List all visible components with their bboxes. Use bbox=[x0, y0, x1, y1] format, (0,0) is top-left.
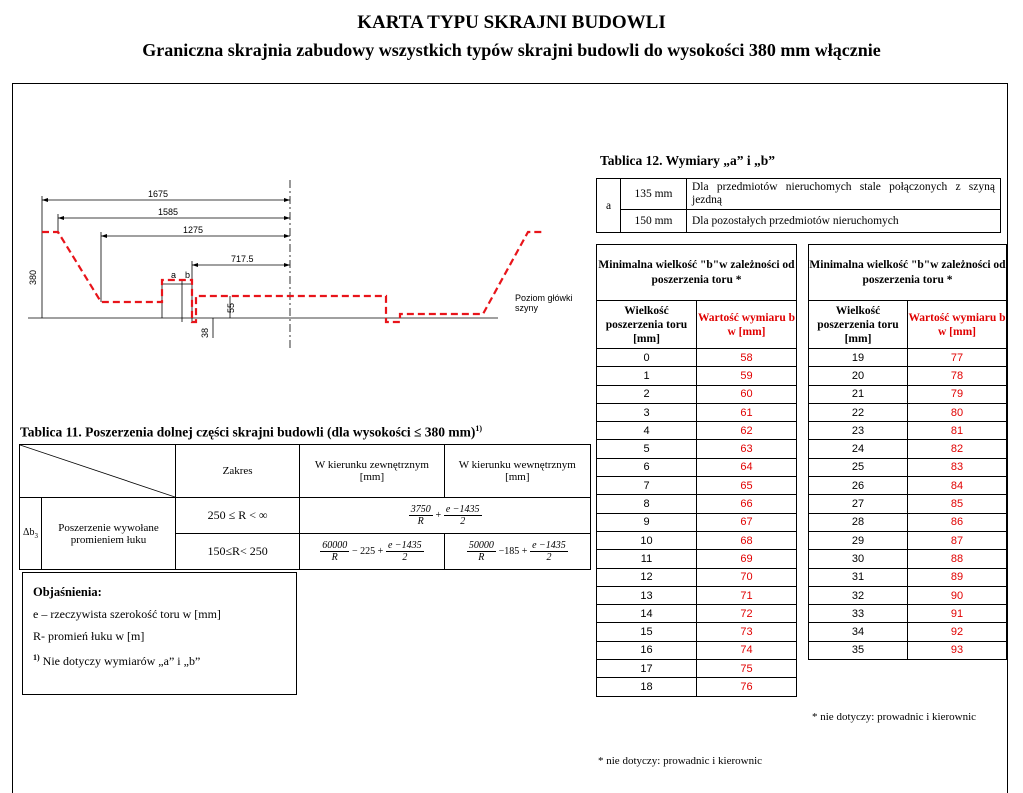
formula-op: − 225 + bbox=[351, 546, 384, 558]
table-row bbox=[597, 495, 797, 513]
table-row bbox=[809, 568, 1007, 586]
table-row bbox=[597, 550, 797, 568]
b-value-cell: 78 bbox=[908, 367, 1007, 385]
row-label: Poszerzenie wywołane promieniem łuku bbox=[42, 498, 176, 570]
diagonal-header-cell bbox=[20, 445, 176, 498]
formula-frac bbox=[467, 540, 496, 563]
frac-den: 2 bbox=[546, 552, 552, 563]
table12-row-label: a bbox=[597, 179, 621, 233]
b-value-cell: 68 bbox=[697, 531, 797, 549]
explanation-text: Nie dotyczy wymiarów „a” i „b” bbox=[39, 654, 201, 668]
table-row bbox=[597, 458, 797, 476]
explanation-line: e – rzeczywista szerokość toru w [mm] bbox=[33, 607, 221, 621]
table-row bbox=[20, 498, 591, 534]
b-value-cell: 77 bbox=[908, 349, 1007, 367]
b-value-cell: 59 bbox=[697, 367, 797, 385]
widening-cell: 3 bbox=[597, 403, 697, 421]
widening-cell: 12 bbox=[597, 568, 697, 586]
widening-cell: 1 bbox=[597, 367, 697, 385]
b-value-cell: 62 bbox=[697, 422, 797, 440]
b-value-cell: 72 bbox=[697, 605, 797, 623]
b-value-cell: 83 bbox=[908, 458, 1007, 476]
b-value-cell: 75 bbox=[697, 660, 797, 678]
table-row bbox=[597, 349, 797, 367]
frac-num: 50000 bbox=[468, 540, 494, 551]
dim-b: b bbox=[185, 270, 191, 280]
dim-717: 717.5 bbox=[231, 254, 254, 264]
widening-cell: 19 bbox=[809, 349, 908, 367]
table-row bbox=[809, 422, 1007, 440]
delta-symbol bbox=[20, 498, 42, 570]
b-value-cell: 64 bbox=[697, 458, 797, 476]
table-row bbox=[597, 660, 797, 678]
table-row bbox=[809, 440, 1007, 458]
table-row bbox=[809, 477, 1007, 495]
table-row bbox=[809, 623, 1007, 641]
page-subtitle: Graniczna skrajnia zabudowy wszystkich typów skrajni budowli do wysokości 380 mm włącznie bbox=[142, 40, 881, 60]
formula-frac bbox=[409, 504, 433, 527]
table-row bbox=[597, 605, 797, 623]
widening-cell: 7 bbox=[597, 477, 697, 495]
table-12 bbox=[596, 178, 1001, 233]
b-value-cell: 81 bbox=[908, 422, 1007, 440]
b-value-cell: 66 bbox=[697, 495, 797, 513]
b-table-right bbox=[808, 244, 1007, 660]
formula-op: + bbox=[435, 510, 442, 522]
table-row bbox=[597, 403, 797, 421]
table-row bbox=[809, 458, 1007, 476]
b-value-cell: 76 bbox=[697, 678, 797, 696]
table-row bbox=[809, 245, 1007, 301]
widening-cell: 8 bbox=[597, 495, 697, 513]
b-value-cell: 82 bbox=[908, 440, 1007, 458]
widening-cell: 22 bbox=[809, 403, 908, 421]
b-value-cell: 91 bbox=[908, 605, 1007, 623]
table-row bbox=[597, 568, 797, 586]
widening-cell: 14 bbox=[597, 605, 697, 623]
range-2: 150≤R< 250 bbox=[176, 534, 300, 570]
page-title: KARTA TYPU SKRAJNI BUDOWLI bbox=[357, 12, 666, 33]
formula-frac bbox=[320, 540, 349, 563]
table-row bbox=[597, 586, 797, 604]
table-row bbox=[597, 385, 797, 403]
envelope-line bbox=[42, 232, 544, 322]
frac-num: 3750 bbox=[410, 504, 431, 515]
widening-cell: 30 bbox=[809, 550, 908, 568]
b-value-cell: 88 bbox=[908, 550, 1007, 568]
b-value-cell: 90 bbox=[908, 586, 1007, 604]
b-value-cell: 73 bbox=[697, 623, 797, 641]
formula-frac bbox=[386, 540, 424, 563]
widening-cell: 21 bbox=[809, 385, 908, 403]
widening-cell: 31 bbox=[809, 568, 908, 586]
table11-caption-sup: 1) bbox=[475, 424, 483, 433]
table11-caption bbox=[20, 424, 482, 441]
table-row bbox=[597, 678, 797, 696]
dim-380: 380 bbox=[28, 269, 38, 285]
table-11 bbox=[19, 444, 591, 570]
widening-cell: 16 bbox=[597, 641, 697, 659]
widening-cell: 18 bbox=[597, 678, 697, 696]
formula-frac bbox=[444, 504, 482, 527]
table-row bbox=[597, 513, 797, 531]
explanation-sup: 1) bbox=[33, 653, 40, 662]
widening-cell: 9 bbox=[597, 513, 697, 531]
widening-cell: 13 bbox=[597, 586, 697, 604]
clearance-diagram bbox=[28, 180, 588, 350]
widening-cell: 11 bbox=[597, 550, 697, 568]
dim-55: 55 bbox=[226, 302, 236, 313]
rail-label-2: szyny bbox=[515, 303, 539, 313]
explanations-head: Objaśnienia: bbox=[33, 585, 102, 599]
table12-value: 135 mm bbox=[621, 179, 687, 210]
frac-den: R bbox=[417, 516, 424, 527]
widening-cell: 0 bbox=[597, 349, 697, 367]
table-row bbox=[597, 245, 797, 301]
frac-den: R bbox=[331, 552, 338, 563]
formula-3 bbox=[444, 534, 590, 570]
dim-a: a bbox=[171, 270, 177, 280]
b-table-left-note: * nie dotyczy: prowadnic i kierownic bbox=[598, 755, 763, 767]
table-row bbox=[809, 641, 1007, 659]
b-value-cell: 61 bbox=[697, 403, 797, 421]
table-row bbox=[597, 210, 1001, 233]
dim-1585: 1585 bbox=[158, 207, 179, 217]
b-table-head: Minimalna wielkość "b"w zależności od poszerzenia toru * bbox=[597, 245, 797, 301]
b-table-head: Minimalna wielkość "b"w zależności od poszerzenia toru * bbox=[809, 245, 1007, 301]
widening-cell: 20 bbox=[809, 367, 908, 385]
widening-cell: 15 bbox=[597, 623, 697, 641]
b-value-cell: 92 bbox=[908, 623, 1007, 641]
diagonal-line bbox=[20, 445, 175, 497]
widening-cell: 4 bbox=[597, 422, 697, 440]
formula-op: −185 + bbox=[498, 546, 528, 558]
widening-cell: 24 bbox=[809, 440, 908, 458]
b-value-cell: 93 bbox=[908, 641, 1007, 659]
table-row bbox=[597, 531, 797, 549]
b-value-cell: 65 bbox=[697, 477, 797, 495]
table-row bbox=[809, 550, 1007, 568]
table12-value: 150 mm bbox=[621, 210, 687, 233]
explanation-line bbox=[33, 647, 286, 672]
b-value-cell: 67 bbox=[697, 513, 797, 531]
b-value-cell: 85 bbox=[908, 495, 1007, 513]
frac-num: e −1435 bbox=[445, 504, 480, 515]
delta-symbol-sub: 3 bbox=[34, 532, 38, 540]
b-col-widening: Wielkość poszerzenia toru [mm] bbox=[597, 301, 697, 349]
widening-cell: 33 bbox=[809, 605, 908, 623]
table-row bbox=[597, 641, 797, 659]
widening-cell: 26 bbox=[809, 477, 908, 495]
widening-cell: 34 bbox=[809, 623, 908, 641]
col-outer: W kierunku zewnętrznym [mm] bbox=[300, 445, 444, 498]
b-col-value: Wartość wymiaru b w [mm] bbox=[697, 301, 797, 349]
widening-cell: 10 bbox=[597, 531, 697, 549]
explanation-line: R- promień łuku w [m] bbox=[33, 629, 145, 643]
table-row bbox=[809, 605, 1007, 623]
frac-den: R bbox=[478, 552, 485, 563]
frac-den: 2 bbox=[460, 516, 466, 527]
b-value-cell: 86 bbox=[908, 513, 1007, 531]
widening-cell: 17 bbox=[597, 660, 697, 678]
rail-label-1: Poziom główki bbox=[515, 293, 573, 303]
table-row bbox=[809, 531, 1007, 549]
frac-num: e −1435 bbox=[532, 540, 566, 551]
widening-cell: 2 bbox=[597, 385, 697, 403]
table11-caption-text: Tablica 11. Poszerzenia dolnej części skrajni budowli (dla wysokości ≤ 380 mm) bbox=[20, 424, 476, 440]
table-row bbox=[809, 349, 1007, 367]
dim-38: 38 bbox=[200, 327, 210, 338]
table-row bbox=[597, 623, 797, 641]
table12-caption: Tablica 12. Wymiary „a” i „b” bbox=[600, 153, 776, 168]
table-row bbox=[809, 385, 1007, 403]
b-value-cell: 63 bbox=[697, 440, 797, 458]
table-row bbox=[809, 586, 1007, 604]
b-value-cell: 58 bbox=[697, 349, 797, 367]
frac-num: 60000 bbox=[322, 540, 348, 551]
col-inner: W kierunku wewnętrznym [mm] bbox=[444, 445, 590, 498]
table-row bbox=[597, 179, 1001, 210]
b-value-cell: 60 bbox=[697, 385, 797, 403]
widening-cell: 23 bbox=[809, 422, 908, 440]
b-table-left bbox=[596, 244, 797, 697]
widening-cell: 25 bbox=[809, 458, 908, 476]
table-row bbox=[809, 495, 1007, 513]
b-value-cell: 84 bbox=[908, 477, 1007, 495]
b-col-value: Wartość wymiaru b w [mm] bbox=[908, 301, 1007, 349]
frac-den: 2 bbox=[402, 552, 408, 563]
dim-1675: 1675 bbox=[148, 189, 169, 199]
widening-cell: 35 bbox=[809, 641, 908, 659]
delta-symbol-text: Δb bbox=[23, 527, 35, 538]
table-row bbox=[809, 513, 1007, 531]
table-row bbox=[809, 403, 1007, 421]
range-1: 250 ≤ R < ∞ bbox=[176, 498, 300, 534]
table-row bbox=[597, 422, 797, 440]
table-row bbox=[809, 367, 1007, 385]
b-value-cell: 71 bbox=[697, 586, 797, 604]
table-row bbox=[809, 301, 1007, 349]
b-value-cell: 69 bbox=[697, 550, 797, 568]
b-col-widening: Wielkość poszerzenia toru [mm] bbox=[809, 301, 908, 349]
b-value-cell: 87 bbox=[908, 531, 1007, 549]
widening-cell: 32 bbox=[809, 586, 908, 604]
b-value-cell: 89 bbox=[908, 568, 1007, 586]
b-table-right-note: * nie dotyczy: prowadnic i kierownic bbox=[812, 711, 977, 723]
table12-desc: Dla przedmiotów nieruchomych stale połączonych z szyną jezdną bbox=[687, 179, 1001, 210]
b-value-cell: 80 bbox=[908, 403, 1007, 421]
table-row bbox=[597, 440, 797, 458]
widening-cell: 29 bbox=[809, 531, 908, 549]
explanations-box bbox=[22, 572, 297, 695]
table-row bbox=[597, 367, 797, 385]
table-row bbox=[597, 301, 797, 349]
widening-cell: 6 bbox=[597, 458, 697, 476]
widening-cell: 28 bbox=[809, 513, 908, 531]
formula-frac bbox=[530, 540, 568, 563]
table-row bbox=[597, 477, 797, 495]
formula-2 bbox=[300, 534, 444, 570]
table12-desc: Dla pozostałych przedmiotów nieruchomych bbox=[687, 210, 1001, 233]
b-value-cell: 70 bbox=[697, 568, 797, 586]
widening-cell: 5 bbox=[597, 440, 697, 458]
frac-num: e −1435 bbox=[387, 540, 422, 551]
widening-cell: 27 bbox=[809, 495, 908, 513]
col-zakres: Zakres bbox=[176, 445, 300, 498]
b-value-cell: 74 bbox=[697, 641, 797, 659]
formula-1 bbox=[300, 498, 591, 534]
dim-1275: 1275 bbox=[183, 225, 204, 235]
table-row bbox=[20, 445, 591, 498]
b-value-cell: 79 bbox=[908, 385, 1007, 403]
